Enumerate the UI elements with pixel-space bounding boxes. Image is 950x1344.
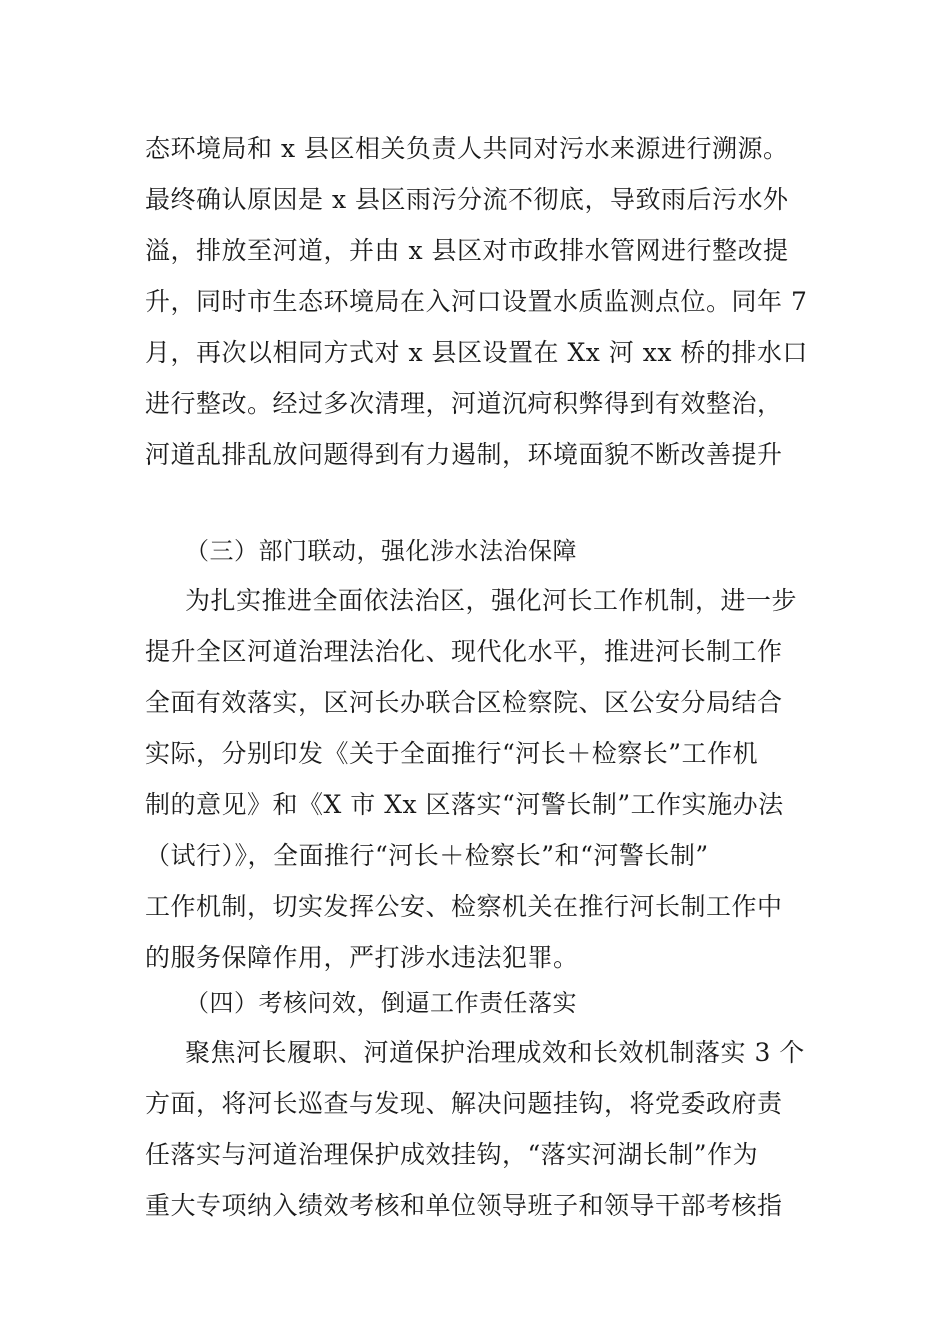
section-3-line-4: 实际，分别印发《关于全面推行“河长＋检察长”工作机 xyxy=(145,739,759,768)
paragraph-1-line-5: 月，再次以相同方式对 x 县区设置在 Xx 河 xx 桥的排水口 xyxy=(145,338,808,367)
section-4-heading: （四）考核问效，倒逼工作责任落实 xyxy=(185,989,577,1017)
section-3-line-3: 全面有效落实，区河长办联合区检察院、区公安分局结合 xyxy=(145,688,783,717)
paragraph-1-line-3: 溢，排放至河道，并由 x 县区对市政排水管网进行整改提 xyxy=(145,236,789,265)
section-4-line-2: 方面，将河长巡查与发现、解决问题挂钩，将党委政府责 xyxy=(145,1089,783,1118)
section-4-line-3: 任落实与河道治理保护成效挂钩，“落实河湖长制”作为 xyxy=(145,1140,759,1169)
section-3-line-2: 提升全区河道治理法治化、现代化水平，推进河长制工作 xyxy=(145,637,783,666)
section-4-line-1: 聚焦河长履职、河道保护治理成效和长效机制落实 3 个 xyxy=(185,1038,805,1067)
section-3-line-7: 工作机制，切实发挥公安、检察机关在推行河长制工作中 xyxy=(145,892,783,921)
section-3-line-5: 制的意见》和《X 市 Xx 区落实“河警长制”工作实施办法 xyxy=(145,790,784,819)
paragraph-1-line-7: 河道乱排乱放问题得到有力遏制，环境面貌不断改善提升 xyxy=(145,440,783,469)
paragraph-1-line-4: 升，同时市生态环境局在入河口设置水质监测点位。同年 7 xyxy=(145,287,808,316)
section-3-heading: （三）部门联动，强化涉水法治保障 xyxy=(185,537,577,565)
section-4-line-4: 重大专项纳入绩效考核和单位领导班子和领导干部考核指 xyxy=(145,1191,783,1220)
section-3-line-8: 的服务保障作用，严打涉水违法犯罪。 xyxy=(145,943,579,972)
section-3-line-1: 为扎实推进全面依法治区，强化河长工作机制，进一步 xyxy=(185,586,798,615)
section-3-line-6: （试行）》，全面推行“河长＋检察长”和“河警长制” xyxy=(145,841,709,870)
paragraph-1-line-1: 态环境局和 x 县区相关负责人共同对污水来源进行溯源。 xyxy=(145,134,789,163)
paragraph-1-line-6: 进行整改。经过多次清理，河道沉疴积弊得到有效整治， xyxy=(145,389,783,418)
paragraph-1-line-2: 最终确认原因是 x 县区雨污分流不彻底，导致雨后污水外 xyxy=(145,185,789,214)
